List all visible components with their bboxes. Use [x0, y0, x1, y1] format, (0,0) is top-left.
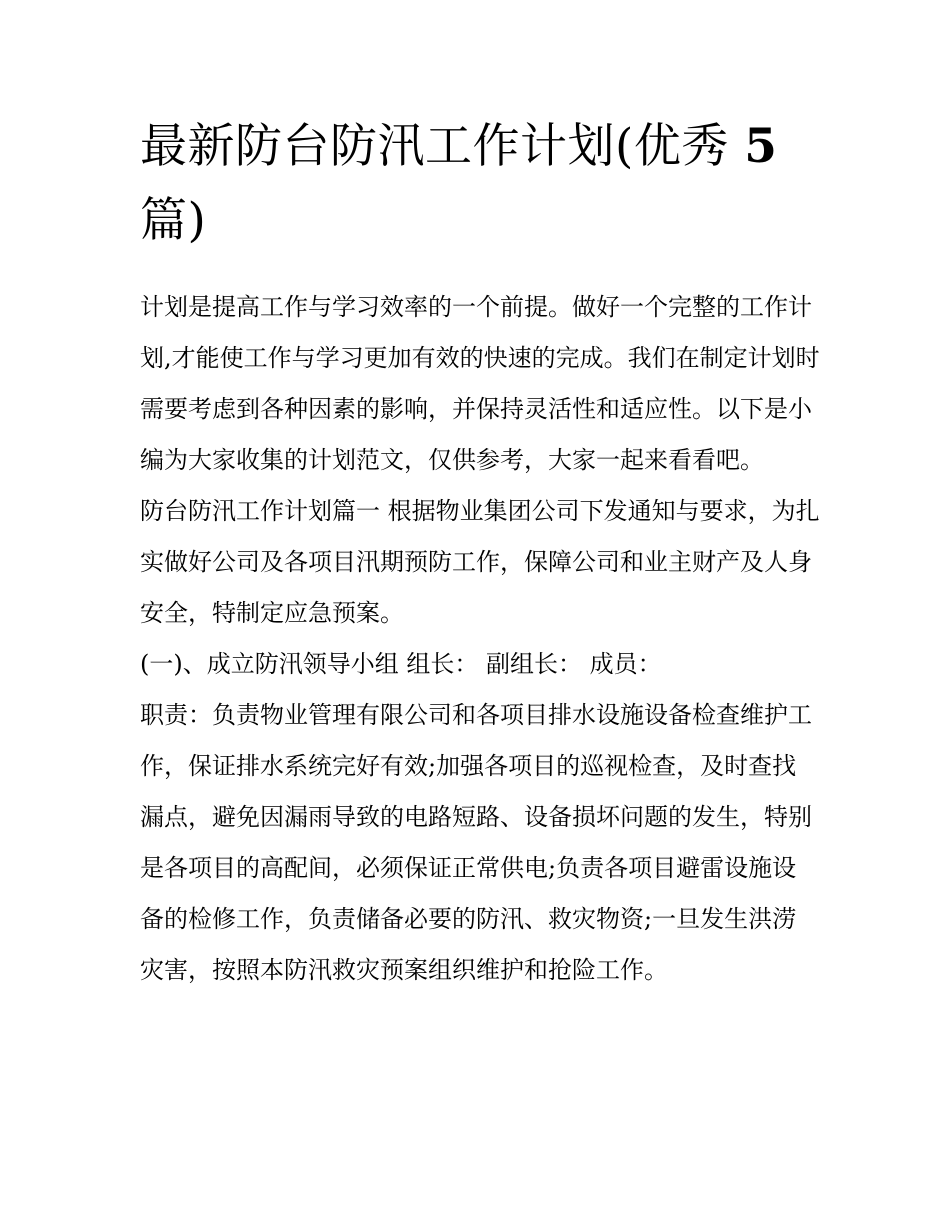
- paragraph-duties: 职责：负责物业管理有限公司和各项目排水设施设备检查维护工作，保证排水系统完好有效;加强各项目的巡视检查，及时查找漏点，避免因漏雨导致的电路短路、设备损坏问题的发生，特别是各项目的高配间，必须保证正常供电;负责各项目避雷设施设备的检修工作，负责储备必要的防汛、救灾物资;一旦发生洪涝灾害，按照本防汛救灾预案组织维护和抢险工作。: [140, 701, 812, 984]
- document-title: [140, 110, 820, 258]
- paragraph-plan-one: 防台防汛工作计划篇一 根据物业集团公司下发通知与要求，为扎实做好公司及各项目汛期预防工作，保障公司和业主财产及人身安全，特制定应急预案。: [140, 497, 820, 627]
- title-text-line2: 篇): [140, 193, 207, 248]
- paragraph-leadership-group: (一)、成立防汛领导小组 组长： 副组长： 成员：: [140, 650, 662, 678]
- title-number: 5: [744, 119, 778, 174]
- document-page: [140, 110, 820, 996]
- document-body: [140, 282, 820, 996]
- title-text: 最新防台防汛工作计划(优秀: [140, 119, 729, 174]
- paragraph-intro: 计划是提高工作与学习效率的一个前提。做好一个完整的工作计划,才能使工作与学习更加有效的快速的完成。我们在制定计划时需要考虑到各种因素的影响，并保持灵活性和适应性。以下是小编为大家收集的计划范文，仅供参考，大家一起来看看吧。: [140, 293, 820, 474]
